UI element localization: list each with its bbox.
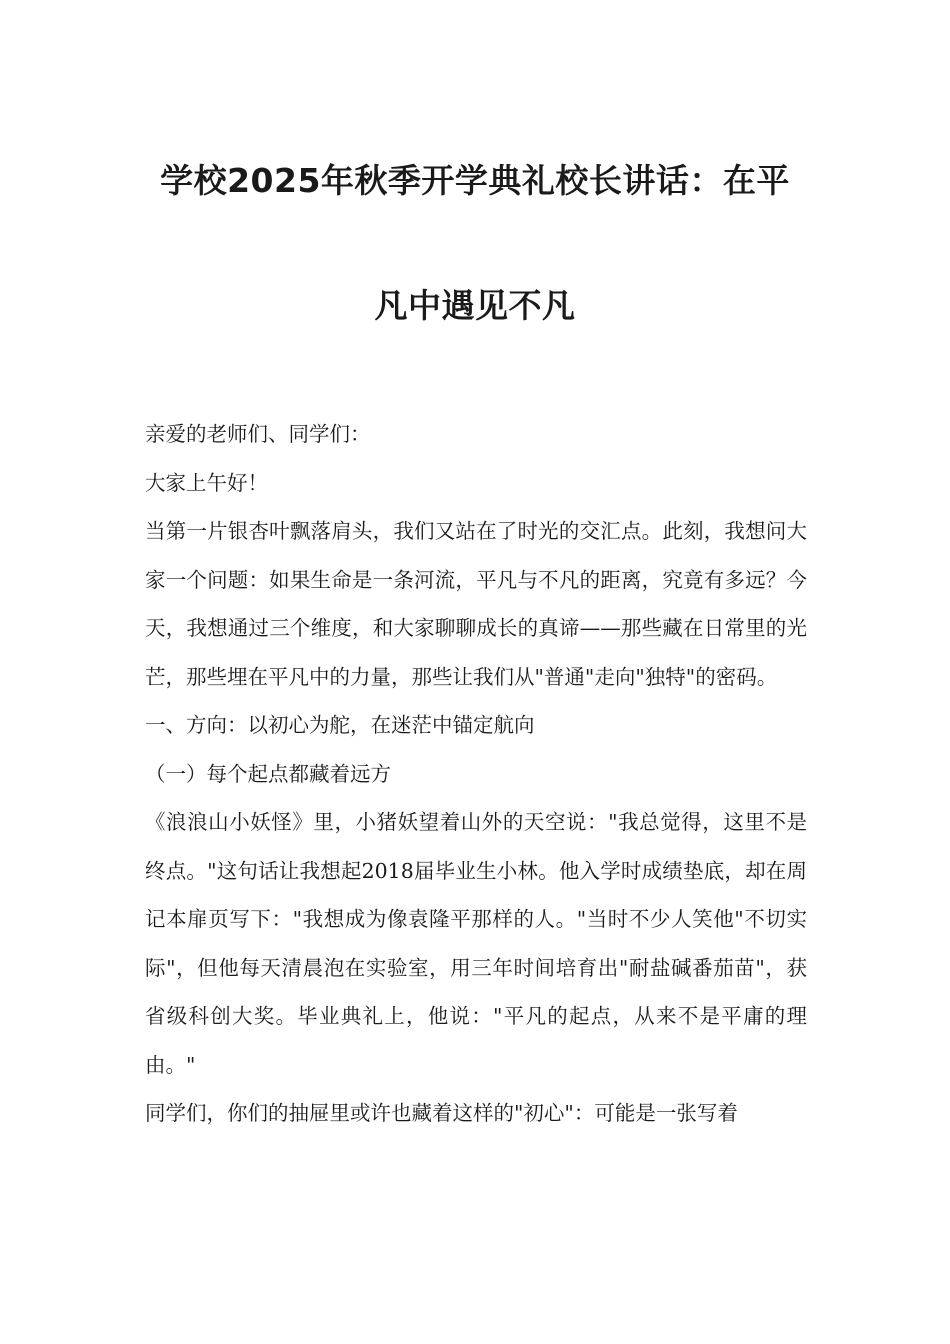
intro-paragraph: 当第一片银杏叶飘落肩头，我们又站在了时光的交汇点。此刻，我想问大家一个问题：如果生命是一条河流，平凡与不凡的距离，究竟有多远？今天，我想通过三个维度，和大家聊聊成长的真谛——那些藏在日常里的光芒，那些埋在平凡中的力量，那些让我们从"普通"走向"独特"的密码。 xyxy=(145,519,807,689)
document-title-line-1: 学校2025年秋季开学典礼校长讲话：在平 xyxy=(160,161,790,200)
document-body xyxy=(145,410,807,1138)
greeting: 大家上午好！ xyxy=(145,470,268,495)
closing-paragraph-fragment: 同学们，你们的抽屉里或许也藏着这样的"初心"：可能是一张写着 xyxy=(145,1101,738,1125)
story-paragraph: 《浪浪山小妖怪》里，小猪妖望着山外的天空说："我总觉得，这里不是终点。"这句话让我想起2018届毕业生小林。他入学时成绩垫底，却在周记本扉页写下："我想成为像袁隆平那样的人。"当时不少人笑他"不切实际"，但他每天清晨泡在实验室，用三年时间培育出"耐盐碱番茄苗"，获省级科创大奖。毕业典礼上，他说："平凡的起点，从来不是平庸的理由。" xyxy=(145,810,807,1077)
document-title-line-2: 凡中遇见不凡 xyxy=(374,286,576,325)
section-heading-1: 一、方向：以初心为舵，在迷茫中锚定航向 xyxy=(145,713,535,737)
salutation: 亲爱的老师们、同学们： xyxy=(145,422,371,446)
subsection-heading-1: （一）每个起点都藏着远方 xyxy=(145,761,391,786)
